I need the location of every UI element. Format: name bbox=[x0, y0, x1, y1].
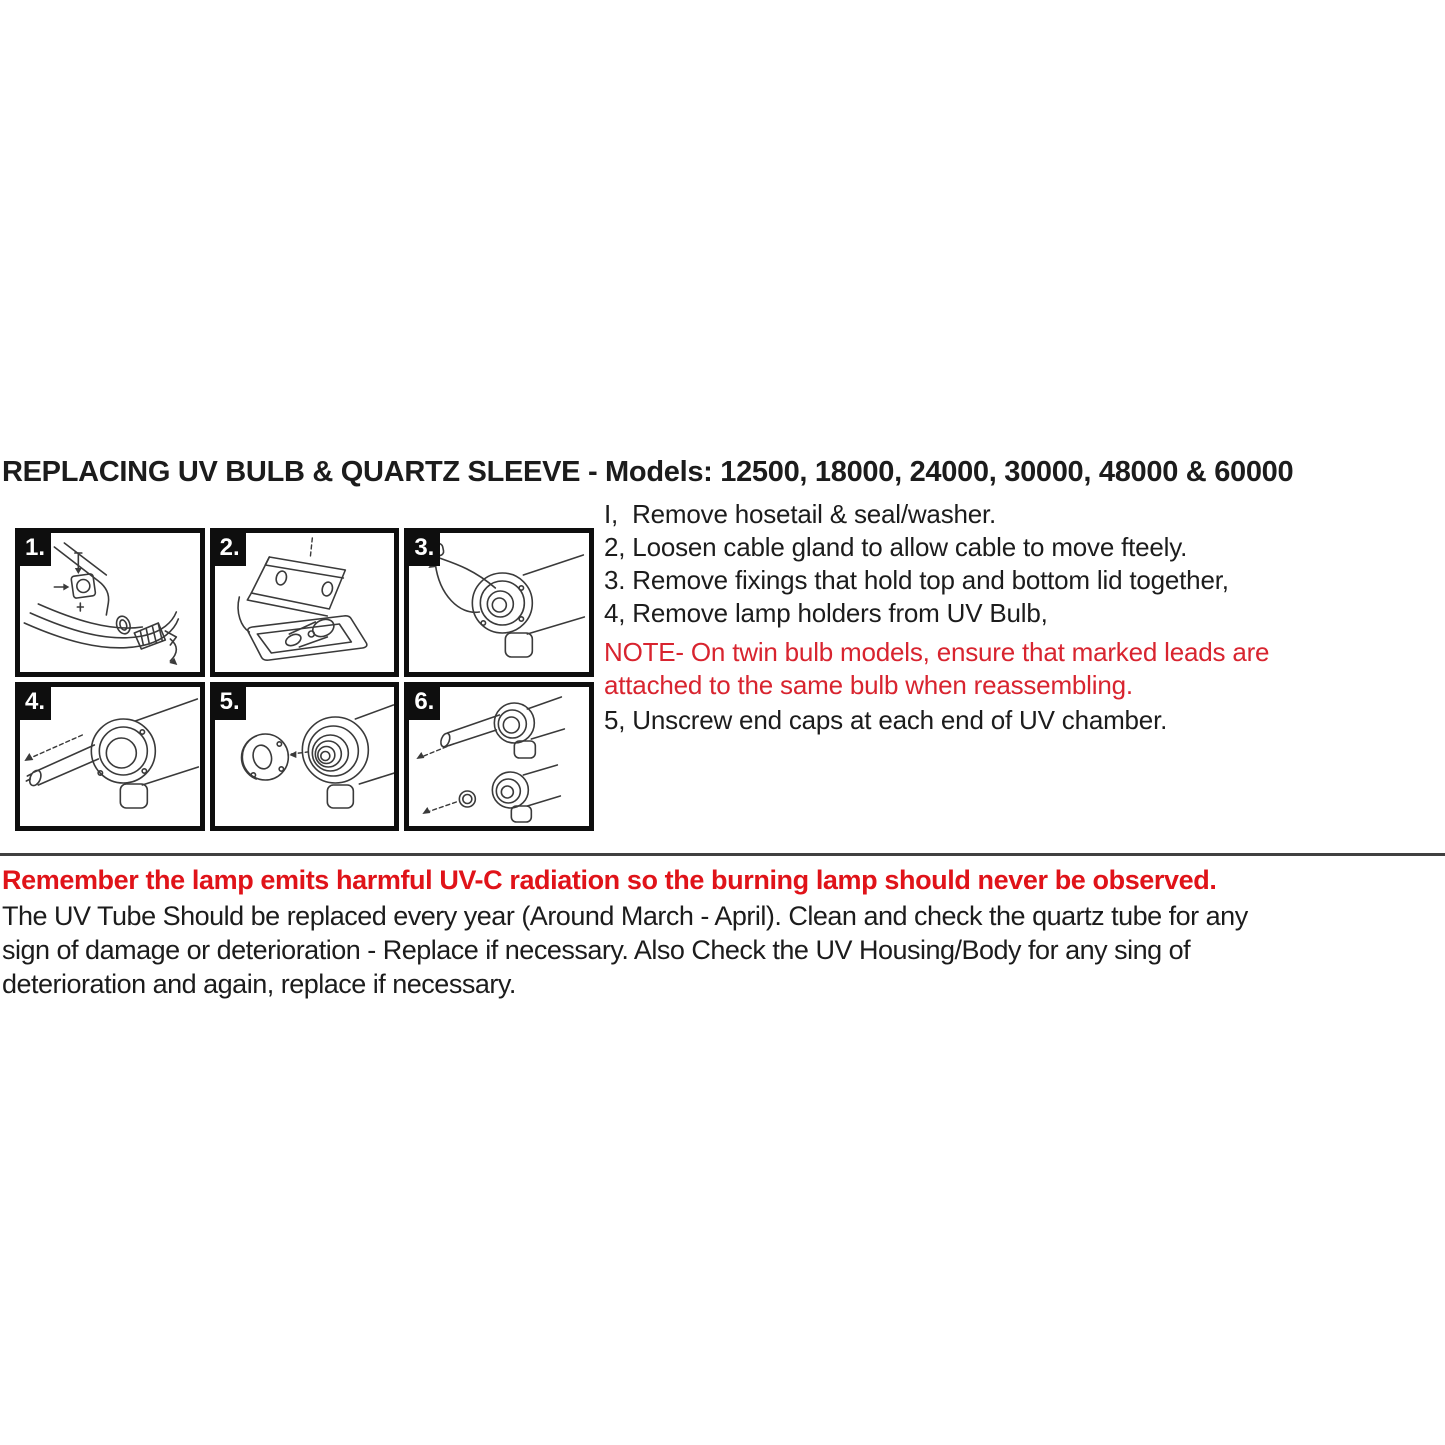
instruction-steps bbox=[604, 498, 1269, 737]
figure-panel-1 bbox=[15, 528, 205, 677]
maintenance-note-line-1: The UV Tube Should be replaced every year (Around March - April). Clean and check the quartz tube for any bbox=[2, 901, 1248, 931]
main-row bbox=[0, 498, 1445, 831]
panel-number-badge: 4. bbox=[20, 687, 51, 720]
panel-number-badge: 6. bbox=[409, 687, 440, 720]
figure-panel-3 bbox=[404, 528, 594, 677]
instruction-step-2: 2, Loosen cable gland to allow cable to move fteely. bbox=[604, 532, 1188, 562]
uvc-warning-headline: Remember the lamp emits harmful UV-C radiation so the burning lamp should never be observed. bbox=[2, 865, 1217, 895]
figure-panel-5 bbox=[210, 682, 400, 831]
panel-number-badge: 2. bbox=[215, 533, 246, 566]
section-divider bbox=[0, 853, 1445, 856]
warning-section bbox=[0, 853, 1445, 1001]
instruction-step-3: 3. Remove fixings that hold top and bottom lid together, bbox=[604, 565, 1229, 595]
panel-number-badge: 5. bbox=[215, 687, 246, 720]
figure-panel-6 bbox=[404, 682, 594, 831]
figure-panel-2 bbox=[210, 528, 400, 677]
maintenance-note-line-2: sign of damage or deterioration - Replace if necessary. Also Check the UV Housing/Body for any sing of bbox=[2, 935, 1191, 965]
figure-panel-4 bbox=[15, 682, 205, 831]
page-title: REPLACING UV BULB & QUARTZ SLEEVE - Models: 12500, 18000, 24000, 30000, 48000 & 60000 bbox=[2, 456, 1294, 488]
twin-bulb-note-line-1: NOTE- On twin bulb models, ensure that marked leads are bbox=[604, 637, 1270, 667]
document-content bbox=[0, 456, 1445, 1001]
panel-number-badge: 3. bbox=[409, 533, 440, 566]
twin-bulb-note-line-2: attached to the same bulb when reassembling. bbox=[604, 670, 1133, 700]
instruction-step-4: 4, Remove lamp holders from UV Bulb, bbox=[604, 598, 1048, 628]
figure-grid bbox=[15, 528, 594, 831]
instruction-step-1: I, Remove hosetail & seal/washer. bbox=[604, 499, 997, 529]
maintenance-note-line-3: deterioration and again, replace if necessary. bbox=[2, 969, 516, 999]
twin-bulb-note bbox=[604, 636, 1269, 702]
maintenance-note-body bbox=[2, 899, 1445, 1001]
panel-number-badge: 1. bbox=[20, 533, 51, 566]
instruction-step-5: 5, Unscrew end caps at each end of UV chamber. bbox=[604, 705, 1168, 735]
